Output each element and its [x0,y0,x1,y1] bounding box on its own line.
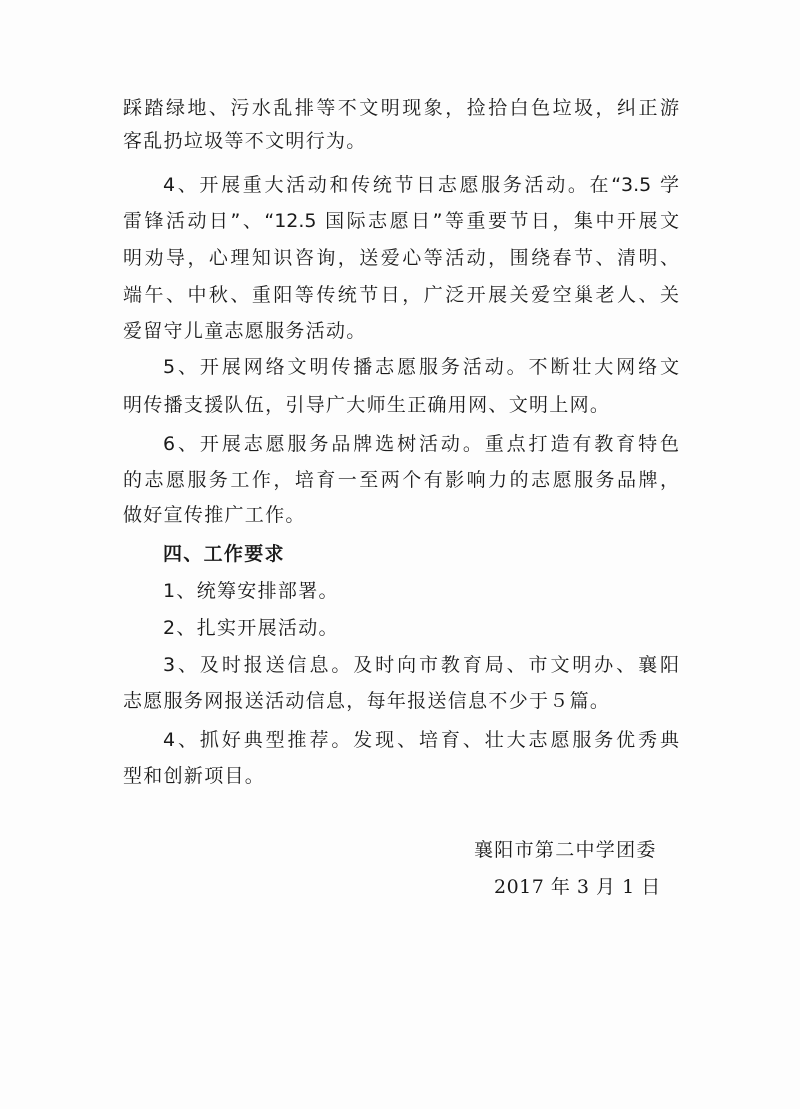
paragraph-line: 做好宣传推广工作。 [123,504,306,526]
paragraph-line: 5、开展网络文明传播志愿服务活动。不断壮大网络文 [163,356,679,378]
requirement-item: 1、统筹安排部署。 [163,580,339,602]
paragraph-line: 明传播支援队伍，引导广大师生正确用网、文明上网。 [123,394,611,416]
paragraph-line: 端午、中秋、重阳等传统节日，广泛开展关爱空巢老人、关 [123,284,679,306]
section-heading: 四、工作要求 [163,543,285,565]
paragraph-line: 爱留守儿童志愿服务活动。 [123,320,367,342]
paragraph-line: 雷锋活动日”、“12.5 国际志愿日”等重要节日，集中开展文 [123,210,679,232]
paragraph-line: 客乱扔垃圾等不文明行为。 [123,130,367,152]
paragraph-line: 4、开展重大活动和传统节日志愿服务活动。在“3.5 学 [163,174,679,196]
paragraph-line: 的志愿服务工作，培育一至两个有影响力的志愿服务品牌， [123,469,679,491]
requirement-item: 2、扎实开展活动。 [163,617,339,639]
paragraph-line: 明劝导，心理知识咨询，送爱心等活动，围绕春节、清明、 [123,247,679,269]
requirement-line: 3、及时报送信息。及时向市教育局、市文明办、襄阳 [163,654,679,676]
paragraph-line: 踩踏绿地、污水乱排等不文明现象，捡拾白色垃圾，纠正游 [123,97,679,119]
signature-date: 2017 年 3 月 1 日 [494,876,661,898]
requirement-line: 志愿服务网报送活动信息，每年报送信息不少于５篇。 [123,690,611,712]
requirement-line: 4、抓好典型推荐。发现、培育、壮大志愿服务优秀典 [163,729,679,751]
signature-organization: 襄阳市第二中学团委 [474,839,657,861]
paragraph-line: 6、开展志愿服务品牌选树活动。重点打造有教育特色 [163,433,679,455]
requirement-line: 型和创新项目。 [123,765,266,787]
